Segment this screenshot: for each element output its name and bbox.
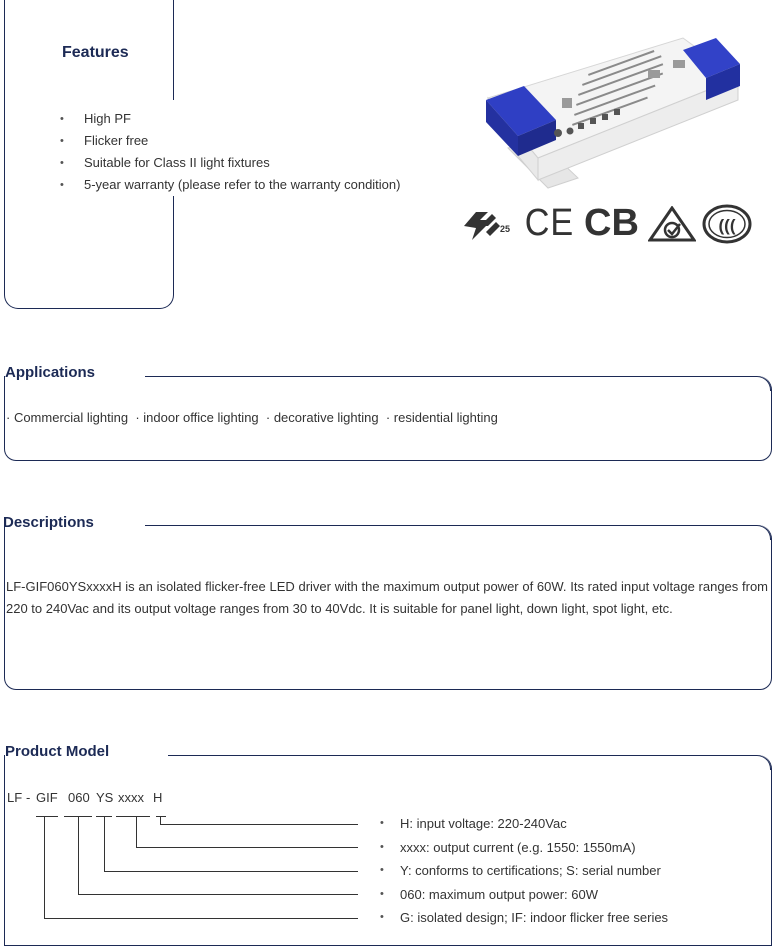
feature-item: • Flicker free xyxy=(60,130,400,152)
legend-item: • G: isolated design; IF: indoor flicker free series xyxy=(380,906,668,930)
ce-mark: CE xyxy=(524,202,575,244)
model-legend xyxy=(380,812,668,930)
ccc-mark-icon xyxy=(702,204,752,244)
code-part-ys: YS xyxy=(96,790,114,805)
product-model-frame-top-right xyxy=(756,755,771,770)
enec-mark-icon xyxy=(462,206,514,242)
features-list xyxy=(60,108,400,196)
bracket-underline xyxy=(156,816,166,817)
applications-frame-top-right xyxy=(756,376,771,391)
applications-text: · Commercial lighting · indoor office lighting · decorative lighting · residential lighting xyxy=(6,410,498,425)
leader-line xyxy=(160,816,161,824)
bracket-underline xyxy=(116,816,150,817)
leader-line xyxy=(44,918,358,919)
leader-line xyxy=(104,871,358,872)
code-part-060: 060 xyxy=(68,790,90,805)
code-part-xxxx: xxxx xyxy=(118,790,144,805)
leader-line xyxy=(136,847,358,848)
feature-item: • High PF xyxy=(60,108,400,130)
enec-number: 25 xyxy=(500,224,511,234)
bracket-underline xyxy=(36,816,58,817)
feature-item: • 5-year warranty (please refer to the warranty condition) xyxy=(60,174,400,196)
descriptions-text: LF-GIF060YSxxxxH is an isolated flicker-free LED driver with the maximum output power of 60W. Its rated input voltage ranges from 220 to 240Vac and its output voltage ranges from 30 to 40Vdc. It is suitable for panel light, down light, spot light, etc. xyxy=(6,579,768,616)
leader-line xyxy=(160,824,358,825)
cb-mark: CB xyxy=(584,202,639,244)
svg-text:(((: ((( xyxy=(718,216,736,235)
applications-title: Applications xyxy=(5,364,96,381)
leader-line xyxy=(78,894,358,895)
legend-item: • 060: maximum output power: 60W xyxy=(380,883,668,907)
led-driver-image xyxy=(478,28,748,196)
rcm-triangle-icon xyxy=(648,206,696,242)
code-part-h: H xyxy=(153,790,163,805)
leader-line xyxy=(78,816,79,894)
legend-item: • H: input voltage: 220-240Vac xyxy=(380,812,668,836)
code-part-gif: GIF xyxy=(36,790,58,805)
legend-item: • xxxx: output current (e.g. 1550: 1550mA) xyxy=(380,836,668,860)
descriptions-frame-top-right xyxy=(756,525,771,540)
leader-line xyxy=(104,816,105,871)
feature-item: • Suitable for Class II light fixtures xyxy=(60,152,400,174)
descriptions-title: Descriptions xyxy=(3,514,94,531)
leader-line xyxy=(44,816,45,918)
code-part-dash: - xyxy=(26,790,31,805)
features-title: Features xyxy=(62,44,129,61)
code-part-lf: LF xyxy=(7,790,23,805)
legend-item: • Y: conforms to certifications; S: serial number xyxy=(380,859,668,883)
leader-line xyxy=(136,816,137,847)
product-model-title: Product Model xyxy=(5,743,110,760)
